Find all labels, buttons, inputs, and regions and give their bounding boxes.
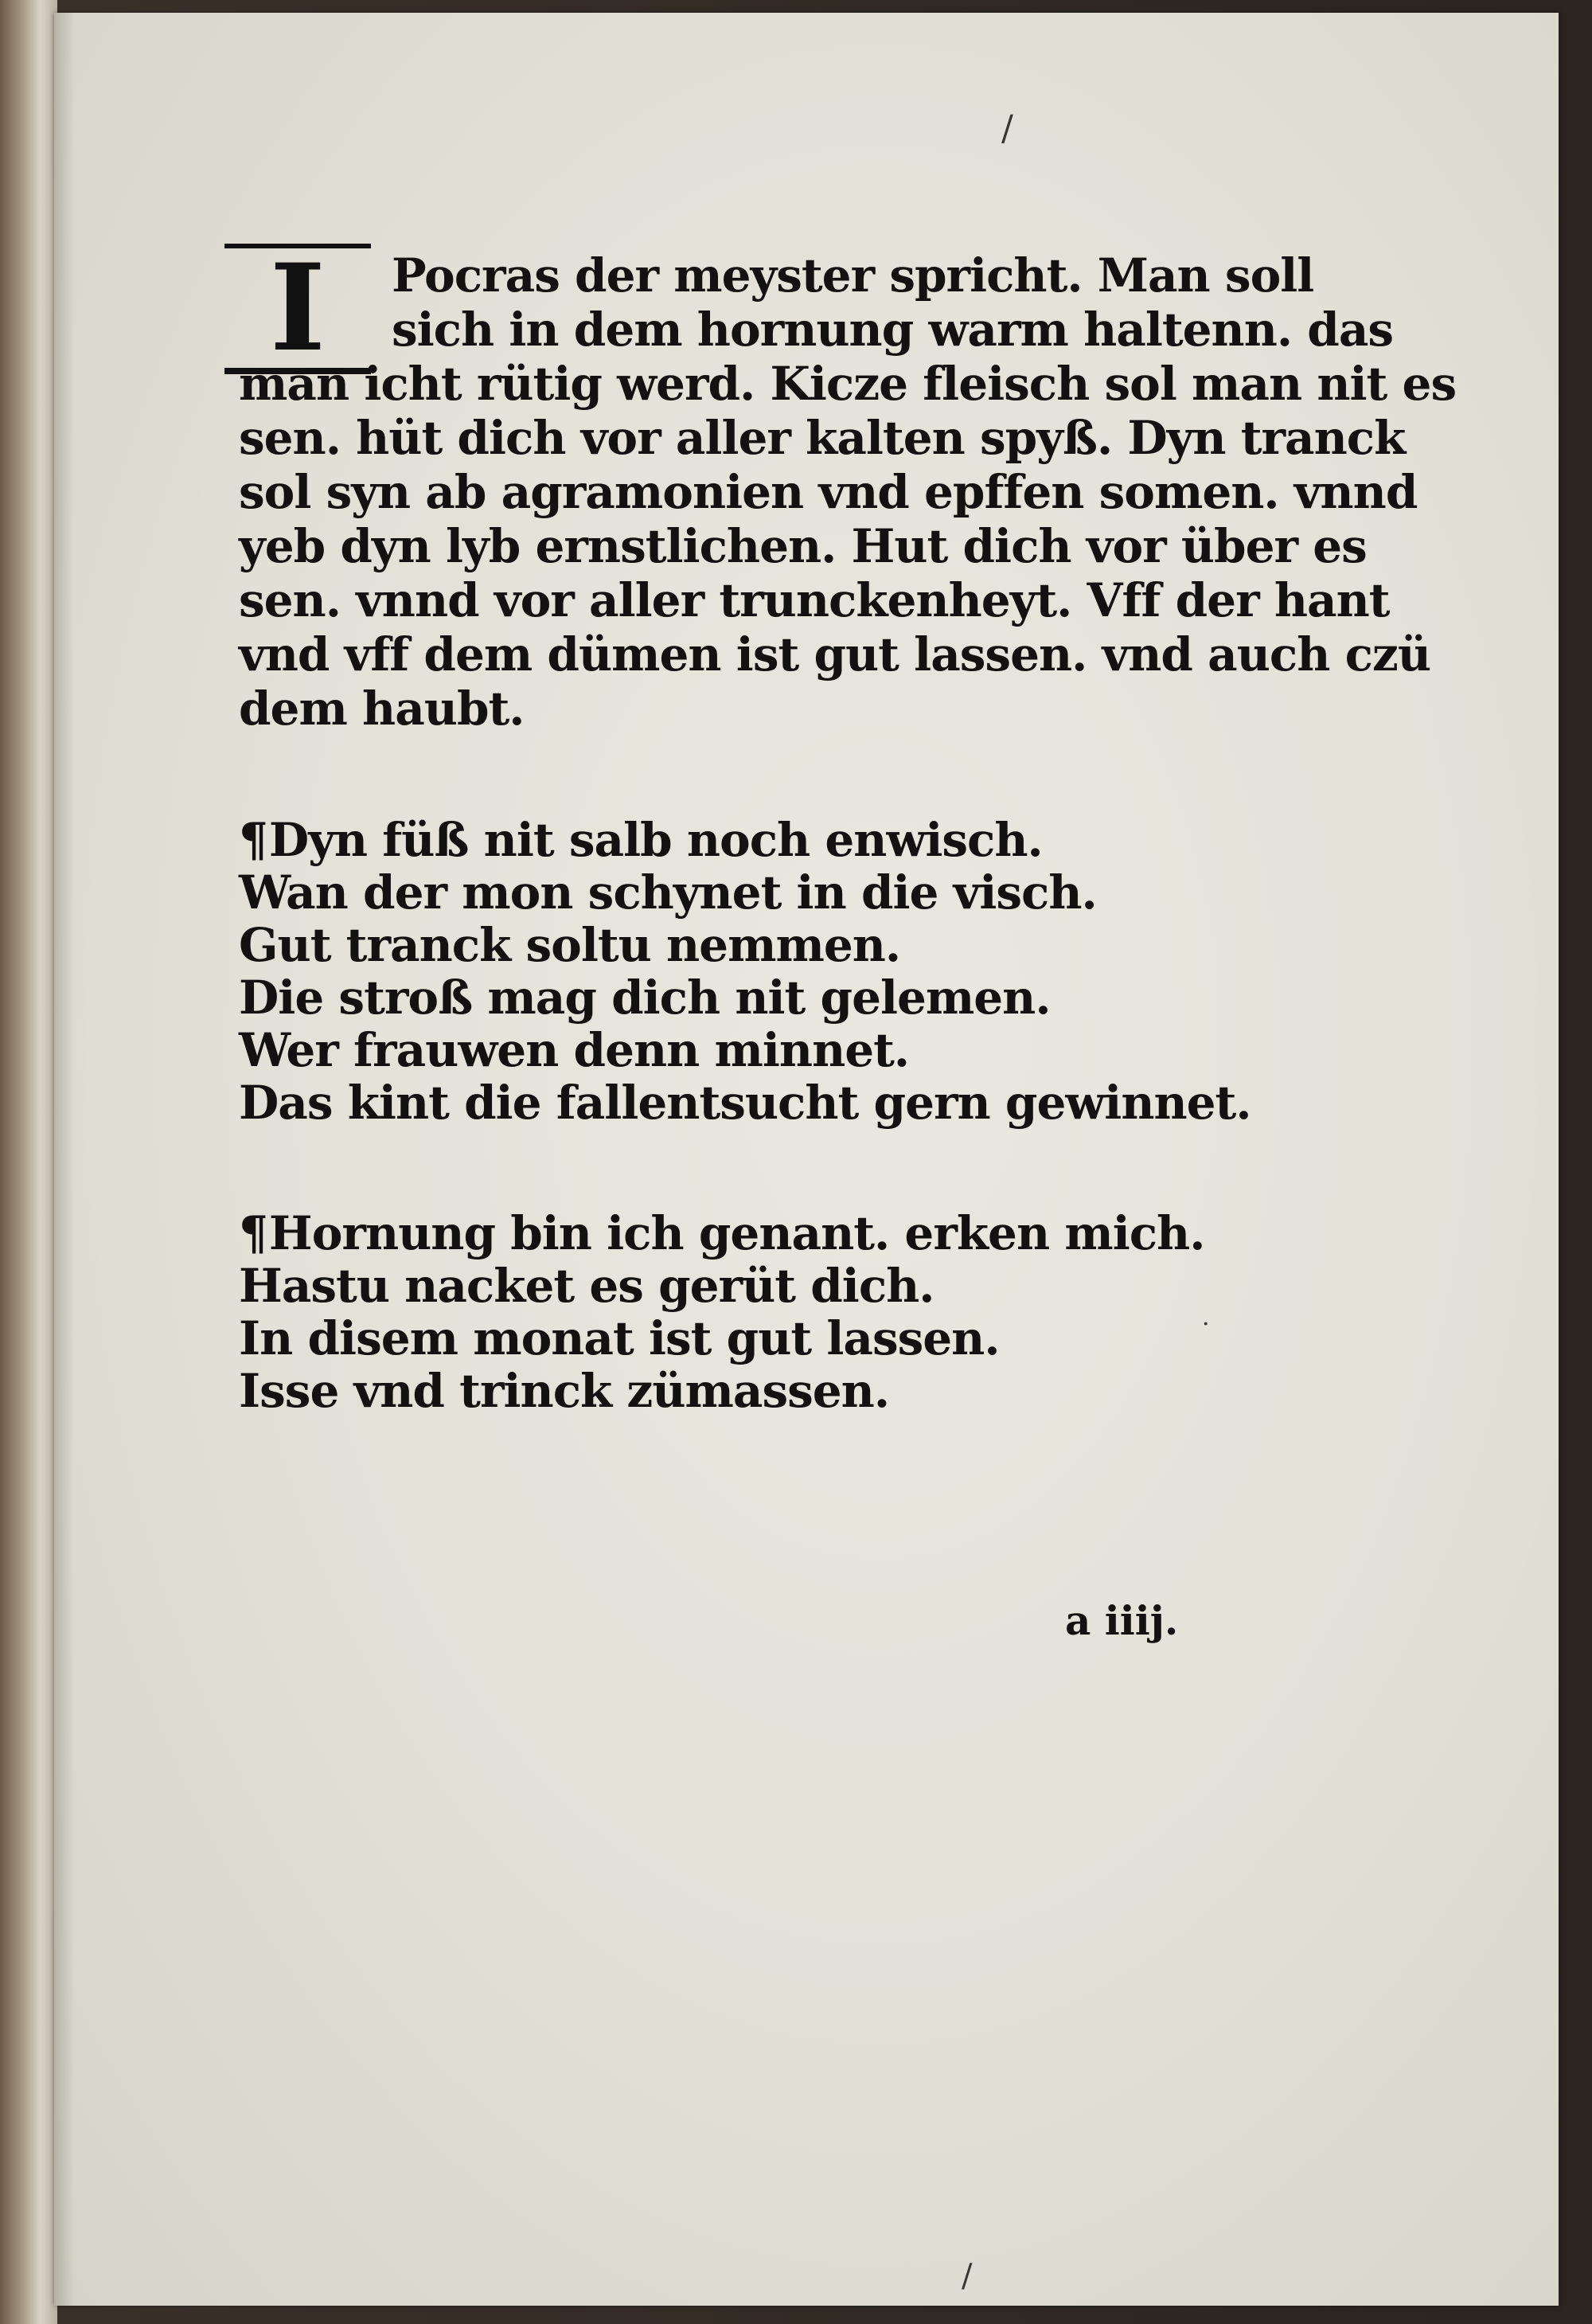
signature-mark: a iiij. [1065,1597,1179,1644]
text-block [239,238,1457,1418]
verse-line: Das kint die fallentsucht gern gewinnet. [239,1076,1251,1130]
page-mark: / [1001,108,1013,149]
verse-line [239,1207,1305,1260]
paragraph-line: sen. hüt dich vor aller kalten spyß. Dyn tranck [239,411,1406,465]
paragraph-line: dem haubt. [239,682,525,736]
book-spine [0,0,57,2324]
verse-text: Hornung bin ich genant. erken mich. [268,1206,1205,1260]
main-paragraph [239,248,1457,736]
paragraph-line: sol syn ab agramonien vnd epffen somen. vnnd [239,465,1418,519]
pilcrow-mark: ¶ [239,1206,267,1260]
verse-line: In disem monat ist gut lassen. [239,1311,1000,1365]
paragraph-line: sich in dem hornung warm haltenn. das [392,303,1394,357]
verse-line [239,814,1305,866]
page-mark: / [962,2258,973,2295]
decorated-initial: I [224,244,371,374]
paragraph-line: Pocras der meyster spricht. Man soll [392,248,1314,303]
verse-block-1 [239,814,1305,1129]
verse-line: Gut tranck soltu nemmen. [239,918,901,972]
pilcrow-mark: ¶ [239,813,267,867]
paragraph-line: vnd vff dem dümen ist gut lassen. vnd auch czü [239,627,1431,682]
verse-line: Isse vnd trinck zümassen. [239,1364,890,1418]
verse-line: Wan der mon schynet in die visch. [239,865,1097,920]
page-speck: · [1202,1310,1210,1338]
paragraph-line: sen. vnnd vor aller trunckenheyt. Vff der hant [239,573,1390,627]
book-page [54,13,1559,2306]
verse-block-2 [239,1207,1305,1417]
verse-text: Dyn füß nit salb noch enwisch. [268,813,1043,867]
paragraph-line: yeb dyn lyb ernstlichen. Hut dich vor über es [239,519,1367,573]
verse-line: Wer frauwen denn minnet. [239,1023,910,1077]
verse-line: Hastu nacket es gerüt dich. [239,1259,935,1313]
verse-line: Die stroß mag dich nit gelemen. [239,971,1051,1025]
paragraph-line: man icht rütig werd. Kicze fleisch sol man nit es [239,357,1457,411]
